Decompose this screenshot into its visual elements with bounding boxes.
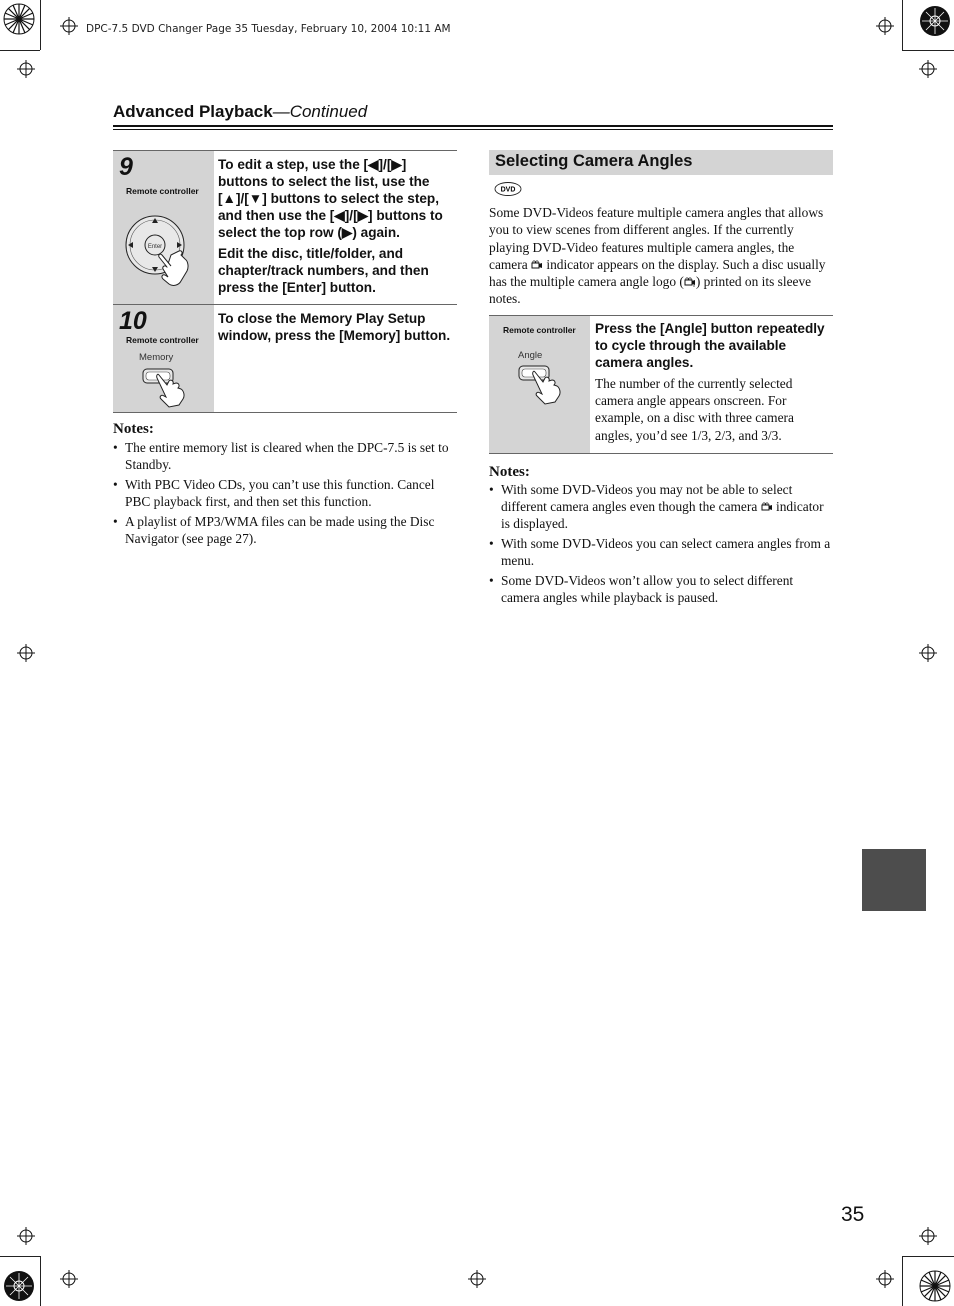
step-instruction: Press the [Angle] button repeatedly to cycle through the available camera angles.	[595, 321, 825, 370]
angle-step	[489, 315, 833, 454]
remote-dpad-icon	[119, 209, 203, 297]
intro-text: Some DVD-Videos feature multiple camera angles that allows you to view scenes from different angles. If the currently playing DVD-Video features multiple camera angles, the camera	[489, 205, 824, 272]
step-divider	[113, 412, 457, 413]
dvd-disc-icon	[494, 181, 524, 197]
dvd-badge-label: DVD	[500, 186, 516, 194]
running-head-title: Advanced Playback	[113, 102, 273, 121]
notes-heading: Notes:	[489, 464, 530, 480]
step-number: 10	[119, 307, 147, 335]
remote-controller-label: Remote controller	[126, 335, 199, 345]
running-head	[113, 102, 367, 122]
crosshair-mark-icon	[876, 1270, 894, 1288]
list-item: • With PBC Video CDs, you can’t use this function. Cancel PBC playback first, and then set this function.	[113, 476, 457, 510]
memory-button-label: Memory	[139, 352, 174, 363]
header-rule	[113, 125, 833, 127]
angle-button-label: Angle	[518, 350, 543, 361]
step-instruction: To edit a step, use the [◀]/[▶] buttons to select the list, use the [▲]/[▼] buttons to select the step, and then use the [◀]/[▶] buttons to select the top row (▶) again.	[218, 157, 443, 240]
header-rule-thin	[113, 129, 833, 130]
remote-controller-label: Remote controller	[503, 325, 576, 335]
crosshair-mark-icon	[919, 644, 937, 662]
crosshair-mark-icon	[60, 1270, 78, 1288]
starburst-mark-icon	[919, 5, 951, 37]
camera-angle-logo-icon	[684, 277, 696, 287]
step-number: 9	[119, 153, 133, 181]
section-intro	[489, 204, 833, 308]
step-9	[113, 150, 457, 305]
section-title: Selecting Camera Angles	[495, 152, 693, 170]
step-detail: The number of the currently selected camera angle appears onscreen. For example, on a disc with three camera angles, you’d see 1/3, 2/3, and 3/3.	[595, 376, 794, 443]
running-head-continued: —Continued	[272, 102, 368, 121]
list-item	[489, 481, 833, 532]
note-text: indicator is displayed.	[501, 499, 824, 531]
camera-angle-icon	[531, 260, 543, 270]
list-item: • With some DVD-Videos you can select camera angles from a menu.	[489, 535, 833, 569]
chapter-tab	[862, 849, 926, 911]
right-notes	[489, 464, 833, 609]
crosshair-mark-icon	[17, 1227, 35, 1245]
memory-button-press-icon	[139, 365, 191, 409]
enter-button-label: Enter	[147, 244, 163, 250]
step-instruction: Edit the disc, title/folder, and chapter/track numbers, and then press the [Enter] button.	[218, 246, 429, 295]
angle-button-press-icon	[515, 362, 567, 406]
starburst-mark-icon	[3, 3, 35, 35]
note-text: With some DVD-Videos you may not be able to select different camera angles even though the camera	[501, 482, 793, 514]
page-number: 35	[841, 1203, 865, 1226]
list-item: • The entire memory list is cleared when the DPC-7.5 is set to Standby.	[113, 439, 457, 473]
dvd-badge	[494, 181, 524, 202]
section-title-bar	[489, 150, 833, 175]
list-item: • Some DVD-Videos won’t allow you to select different camera angles while playback is paused.	[489, 572, 833, 606]
crosshair-mark-icon	[919, 60, 937, 78]
intro-text: indicator appears on the display. Such a disc usually has the multiple camera angle logo (	[489, 256, 826, 290]
notes-heading: Notes:	[113, 421, 154, 437]
left-notes	[113, 421, 457, 550]
step-instruction: To close the Memory Play Setup window, press the [Memory] button.	[218, 311, 451, 343]
starburst-mark-icon	[919, 1270, 951, 1302]
intro-text: ) printed on its sleeve notes.	[489, 274, 812, 307]
camera-angle-icon	[761, 502, 773, 512]
starburst-mark-icon	[3, 1270, 35, 1302]
step-10	[113, 304, 457, 413]
crosshair-mark-icon	[876, 17, 894, 35]
print-header: DPC-7.5 DVD Changer Page 35 Tuesday, February 10, 2004 10:11 AM	[86, 23, 451, 35]
crosshair-mark-icon	[468, 1270, 486, 1288]
list-item: • A playlist of MP3/WMA files can be made using the Disc Navigator (see page 27).	[113, 513, 457, 547]
crosshair-mark-icon	[17, 60, 35, 78]
crosshair-mark-icon	[17, 644, 35, 662]
remote-controller-label: Remote controller	[126, 186, 199, 196]
crosshair-mark-icon	[919, 1227, 937, 1245]
crosshair-mark-icon	[60, 17, 78, 35]
